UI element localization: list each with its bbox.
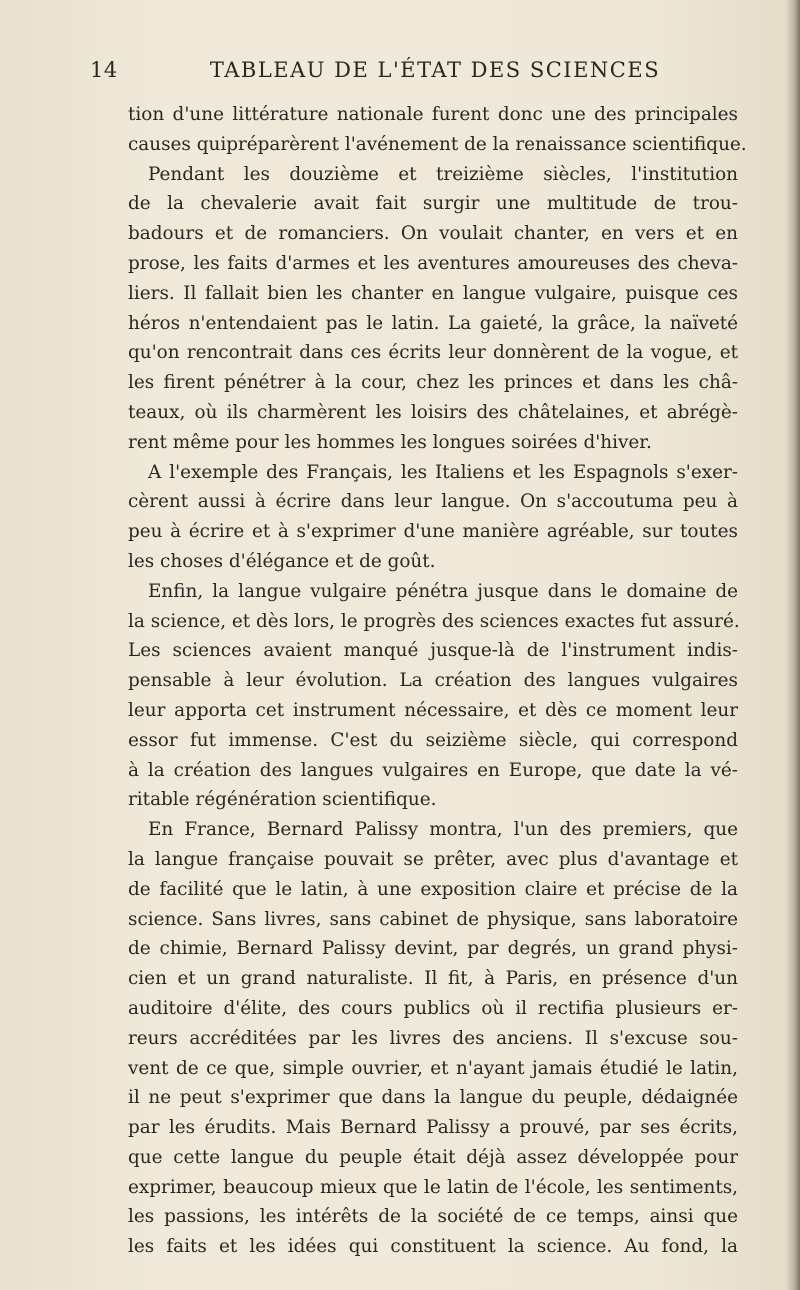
page-number: 14 xyxy=(90,58,118,82)
text-line: pensable à leur évolution. La création des langues vulgaires xyxy=(128,670,738,692)
text-line: Pendant les douzième et treizième siècles, l'institution xyxy=(148,163,738,185)
text-line: que cette langue du peuple était déjà assez développée pour xyxy=(128,1146,738,1168)
text-line: A l'exemple des Français, les Italiens et les Espagnols s'exer- xyxy=(148,461,738,483)
text-line: de chimie, Bernard Palissy devint, par degrés, un grand physi- xyxy=(128,938,738,960)
text-line: leur apporta cet instrument nécessaire, et dès ce moment leur xyxy=(128,699,738,721)
text-line: rent même pour les hommes les longues soirées d'hiver. xyxy=(128,431,652,453)
text-line: peu à écrire et à s'exprimer d'une manière agréable, sur toutes xyxy=(128,521,738,543)
text-line: ritable régénération scientifique. xyxy=(128,789,437,811)
text-line: qu'on rencontrait dans ces écrits leur donnèrent de la vogue, et xyxy=(128,342,738,364)
text-line: héros n'entendaient pas le latin. La gaieté, la grâce, la naïveté xyxy=(128,312,738,334)
text-line: prose, les faits d'armes et les aventures amoureuses des cheva- xyxy=(128,252,738,274)
text-line: les faits et les idées qui constituent la science. Au fond, la xyxy=(128,1236,738,1258)
text-line: teaux, où ils charmèrent les loisirs des châtelaines, et abrégè- xyxy=(128,401,738,423)
text-line: essor fut immense. C'est du seizième siècle, qui correspond xyxy=(128,729,738,751)
text-line: science. Sans livres, sans cabinet de physique, sans laboratoire xyxy=(128,908,738,930)
text-line: cèrent aussi à écrire dans leur langue. On s'accoutuma peu à xyxy=(128,491,738,513)
text-line: les choses d'élégance et de goût. xyxy=(128,550,436,572)
running-title: TABLEAU DE L'ÉTAT DES SCIENCES xyxy=(209,58,661,82)
text-line: tion d'une littérature nationale furent donc une des principales xyxy=(128,104,738,125)
text-line: Les sciences avaient manqué jusque-là de l'instrument indis- xyxy=(128,640,738,662)
text-line: les firent pénétrer à la cour, chez les princes et dans les châ- xyxy=(128,372,738,394)
text-line: il ne peut s'exprimer que dans la langue du peuple, dédaignée xyxy=(128,1087,738,1109)
body-text xyxy=(128,100,747,1262)
page-header xyxy=(90,58,730,92)
text-line: de facilité que le latin, à une exposition claire et précise de la xyxy=(128,878,738,900)
text-line: Enfin, la langue vulgaire pénétra jusque dans le domaine de xyxy=(148,580,738,602)
text-line: badours et de romanciers. On voulait chanter, en vers et en xyxy=(128,223,738,245)
text-line: causes quipréparèrent l'avénement de la renaissance scientifique. xyxy=(128,133,747,155)
text-line: à la création des langues vulgaires en Europe, que date la vé- xyxy=(128,759,738,781)
text-line: exprimer, beaucoup mieux que le latin de l'école, les sentiments, xyxy=(128,1176,738,1198)
text-line: En France, Bernard Palissy montra, l'un des premiers, que xyxy=(148,819,738,841)
page-edge-shadow xyxy=(786,0,800,1290)
text-line: reurs accréditées par les livres des anciens. Il s'excuse sou- xyxy=(128,1027,738,1049)
text-line: la langue française pouvait se prêter, avec plus d'avantage et xyxy=(128,848,738,870)
text-line: par les érudits. Mais Bernard Palissy a prouvé, par ses écrits, xyxy=(128,1117,738,1139)
text-line: vent de ce que, simple ouvrier, et n'ayant jamais étudié le latin, xyxy=(128,1057,738,1079)
text-line: la science, et dès lors, le progrès des sciences exactes fut assuré. xyxy=(128,610,740,632)
text-line: auditoire d'élite, des cours publics où il rectifia plusieurs er- xyxy=(128,997,738,1019)
text-line: de la chevalerie avait fait surgir une multitude de trou- xyxy=(128,193,738,215)
text-line: cien et un grand naturaliste. Il fit, à Paris, en présence d'un xyxy=(128,968,738,990)
text-line: liers. Il fallait bien les chanter en langue vulgaire, puisque ces xyxy=(128,282,738,304)
text-line: les passions, les intérêts de la société de ce temps, ainsi que xyxy=(128,1206,738,1228)
